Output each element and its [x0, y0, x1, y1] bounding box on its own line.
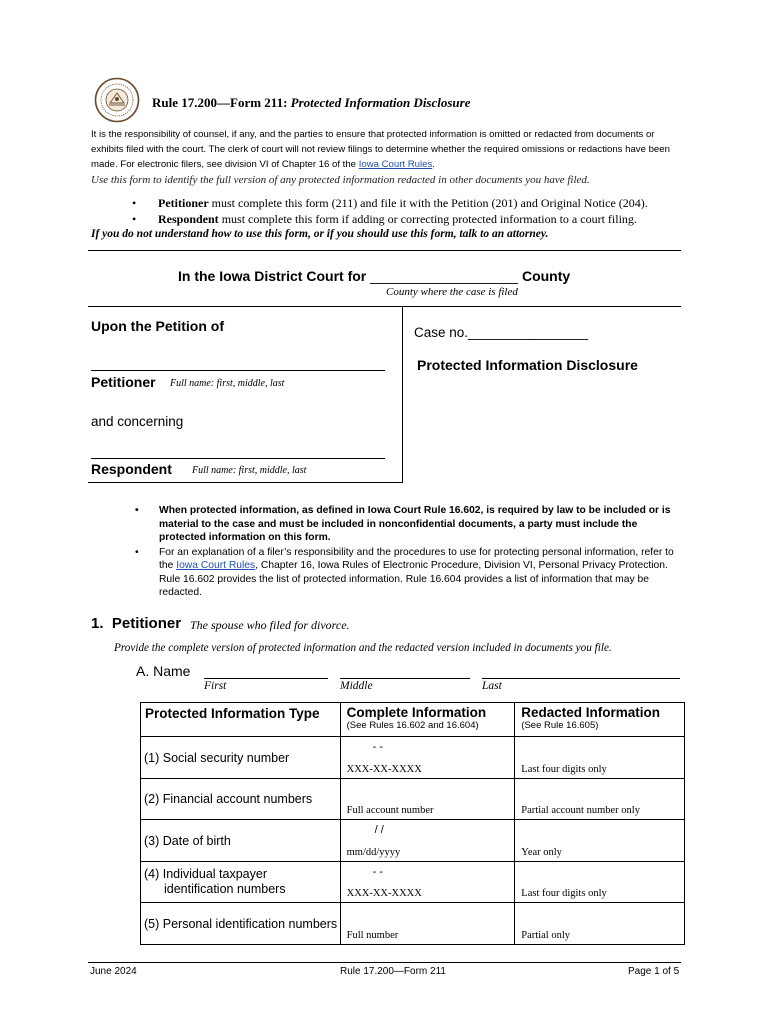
- complete-hint: Full account number: [346, 805, 434, 816]
- caption-divider: [402, 307, 403, 482]
- header-complete: Complete Information (See Rules 16.602 and 16.604): [340, 703, 515, 737]
- last-name-field[interactable]: [482, 678, 680, 679]
- upon-petition-label: Upon the Petition of: [91, 318, 224, 334]
- table-row: [141, 737, 685, 779]
- footer-divider: [88, 962, 681, 963]
- redacted-hint: Last four digits only: [521, 888, 607, 899]
- respondent-name-field[interactable]: [91, 458, 385, 459]
- redacted-hint: Partial account number only: [521, 805, 640, 816]
- redacted-cell[interactable]: [515, 779, 685, 820]
- form-title: Rule 17.200—Form 211: Protected Information Disclosure: [152, 95, 471, 110]
- table-row: [141, 862, 685, 903]
- format-separators: - -: [372, 866, 383, 878]
- complete-cell[interactable]: [340, 903, 515, 945]
- court-heading: In the Iowa District Court for ___________________ County: [178, 268, 571, 284]
- county-field-hint: County where the case is filed: [386, 286, 518, 298]
- footer-page-number: Page 1 of 5: [628, 966, 680, 977]
- intro-paragraph: It is the responsibility of counsel, if any, and the parties to ensure that protected information is omitted or redacted from documents or exhibits filed with the court. The clerk of court will not review filings to determine whether the required omissions or redactions have been made. For electronic filers, see division VI of Chapter 16 of the Iowa Court Rules.: [91, 129, 670, 170]
- redacted-cell[interactable]: [515, 737, 685, 779]
- complete-hint: XXX-XX-XXXX: [346, 764, 422, 775]
- last-name-caption: Last: [482, 680, 502, 692]
- iowa-court-rules-link[interactable]: Iowa Court Rules: [358, 159, 433, 170]
- usage-note: Use this form to identify the full version of any protected information redacted in other documents you have filed.: [91, 174, 590, 186]
- petitioner-hint: Full name: first, middle, last: [170, 378, 285, 389]
- format-separators: / /: [374, 824, 384, 836]
- complete-hint: Full number: [346, 930, 399, 941]
- header-redacted: Redacted Information (See Rule 16.605): [515, 703, 685, 737]
- header-type: Protected Information Type: [141, 703, 341, 737]
- county-field[interactable]: ___________________: [370, 268, 519, 284]
- table-row: [141, 903, 685, 945]
- complete-cell[interactable]: [340, 862, 515, 903]
- case-number-field[interactable]: Case no.________________: [414, 325, 589, 340]
- complete-hint: mm/dd/yyyy: [346, 847, 401, 858]
- complete-cell[interactable]: [340, 779, 515, 820]
- divider: [88, 482, 403, 483]
- petitioner-name-field[interactable]: [91, 370, 385, 371]
- section-hint: The spouse who filed for divorce.: [190, 618, 350, 632]
- redacted-hint: Partial only: [521, 930, 570, 941]
- divider: [88, 306, 681, 307]
- format-separators: - -: [372, 741, 383, 753]
- caption-form-title: Protected Information Disclosure: [417, 357, 638, 373]
- petitioner-label: Petitioner: [91, 374, 156, 390]
- attorney-help-note: If you do not understand how to use this form, or if you should use this form, talk to an attorney.: [91, 228, 549, 240]
- first-name-field[interactable]: [204, 678, 328, 679]
- complete-cell[interactable]: [340, 737, 515, 779]
- footer-form-id: Rule 17.200—Form 211: [340, 966, 446, 977]
- name-label: A. Name: [136, 663, 191, 679]
- type-cell: (1) Social security number: [141, 737, 341, 779]
- protected-info-table: [140, 702, 685, 945]
- respondent-hint: Full name: first, middle, last: [192, 465, 307, 476]
- first-name-caption: First: [204, 680, 227, 692]
- instruction-respondent: • Respondent must complete this form if adding or correcting protected information to a court filing.: [132, 212, 637, 226]
- redacted-hint: Year only: [521, 847, 562, 858]
- redacted-cell[interactable]: [515, 903, 685, 945]
- footer-date: June 2024: [90, 966, 137, 977]
- type-cell: (2) Financial account numbers: [141, 779, 341, 820]
- respondent-label: Respondent: [91, 461, 172, 477]
- type-cell: (4) Individual taxpayer identification numbers: [141, 862, 341, 903]
- list-item: • When protected information, as defined in Iowa Court Rule 16.602, is required by law to be included or is material to the case and must be included in nonconfidential documents, a party must include the protected information on this form.: [135, 505, 671, 543]
- complete-hint: XXX-XX-XXXX: [346, 888, 422, 899]
- middle-name-caption: Middle: [340, 680, 373, 692]
- table-row: [141, 820, 685, 862]
- complete-cell[interactable]: [340, 820, 515, 862]
- type-cell: (3) Date of birth: [141, 820, 341, 862]
- redacted-hint: Last four digits only: [521, 764, 607, 775]
- middle-name-field[interactable]: [340, 678, 470, 679]
- type-cell: (5) Personal identification numbers: [141, 903, 341, 945]
- table-header-row: [141, 703, 685, 737]
- section-description: Provide the complete version of protected information and the redacted version included in documents you file.: [114, 642, 612, 654]
- iowa-court-rules-link[interactable]: Iowa Court Rules: [176, 560, 256, 571]
- notes-list: [135, 504, 680, 601]
- instruction-petitioner: • Petitioner must complete this form (211) and file it with the Petition (201) and Original Notice (204).: [132, 196, 648, 210]
- divider: [88, 250, 681, 251]
- section-heading: 1. Petitioner: [91, 615, 182, 632]
- list-item: • For an explanation of a filer’s responsibility and the procedures to use for protecting personal information, refer to the Iowa Court Rules, Chapter 16, Iowa Rules of Electronic Procedure, Division VI, Personal Privacy Protection. Rule 16.602 provides the list of protected information. Rule 16.604 provides a list of information that may be redacted.: [135, 546, 674, 598]
- redacted-cell[interactable]: [515, 862, 685, 903]
- concerning-label: and concerning: [91, 414, 184, 429]
- table-row: [141, 779, 685, 820]
- redacted-cell[interactable]: [515, 820, 685, 862]
- iowa-judicial-seal: [94, 77, 140, 123]
